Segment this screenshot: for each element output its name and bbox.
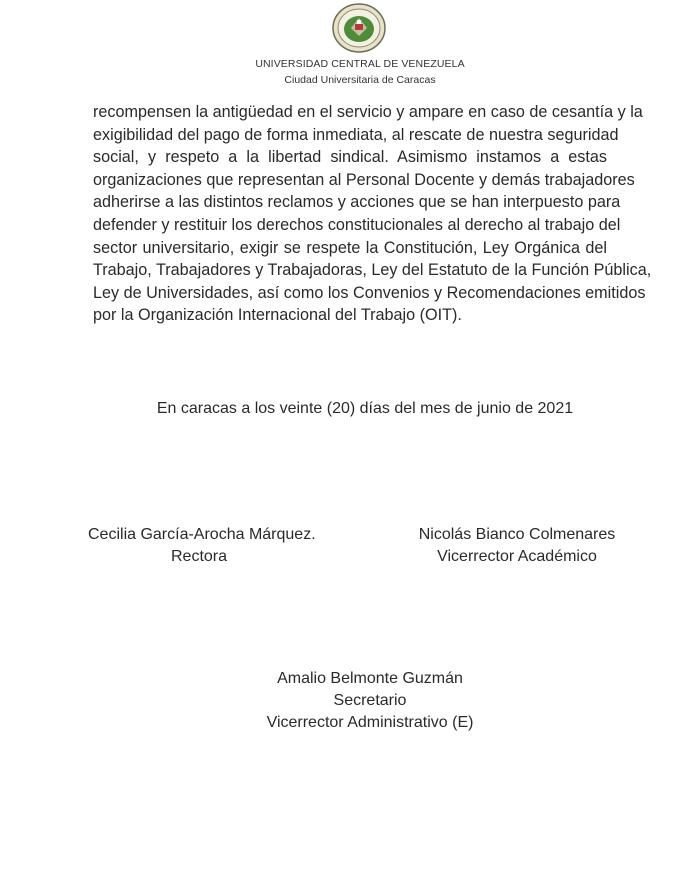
date-line: En caracas a los veinte (20) días del mes de junio de 2021	[156, 400, 574, 417]
paragraph-line: organizaciones que representan al Personal Docente y demás trabajadores	[93, 170, 635, 189]
signatory-title: Vicerrector Académico	[437, 548, 597, 565]
signatory-title: Secretario	[333, 692, 407, 709]
signatory-vicerrector-academico	[412, 524, 622, 568]
signatory-name: Cecilia García-Arocha Márquez.	[88, 526, 316, 543]
paragraph-line: por la Organización Internacional del Trabajo (OIT).	[93, 306, 462, 325]
paragraph-line: sector universitario, exigir se respete la Constitución, Ley Orgánica del	[93, 238, 607, 257]
paragraph-line: recompensen la antigüedad en el servicio y ampare en caso de cesantía y la	[93, 103, 643, 121]
signatory-rectora	[88, 524, 316, 568]
signatory-name: Nicolás Bianco Colmenares	[418, 526, 616, 543]
paragraph-line: Trabajo, Trabajadores y Trabajadoras, Ley del Estatuto de la Función Pública,	[93, 261, 652, 280]
signatory-title: Rectora	[170, 548, 228, 565]
paragraph-line: exigibilidad del pago de forma inmediata, al rescate de nuestra seguridad	[93, 125, 619, 144]
signatory-title: Vicerrector Administrativo (E)	[266, 714, 474, 731]
signatory-name: Amalio Belmonte Guzmán	[277, 670, 463, 687]
paragraph-line: defender y restituir los derechos constitucionales al derecho al trabajo del	[93, 215, 621, 234]
paragraph-line: Ley de Universidades, así como los Convenios y Recomendaciones emitidos	[93, 283, 646, 302]
paragraph-line: social, y respeto a la libertad sindical. Asimismo instamos a estas	[93, 148, 607, 167]
institution-name: UNIVERSIDAD CENTRAL DE VENEZUELA	[255, 58, 465, 70]
university-seal-icon	[331, 2, 387, 54]
campus-name: Ciudad Universitaria de Caracas	[284, 74, 436, 86]
body-paragraph	[93, 101, 652, 327]
paragraph-line: adherirse a las distintos reclamos y acciones que se han interpuesto para	[93, 193, 621, 212]
signatory-secretario	[230, 668, 510, 734]
